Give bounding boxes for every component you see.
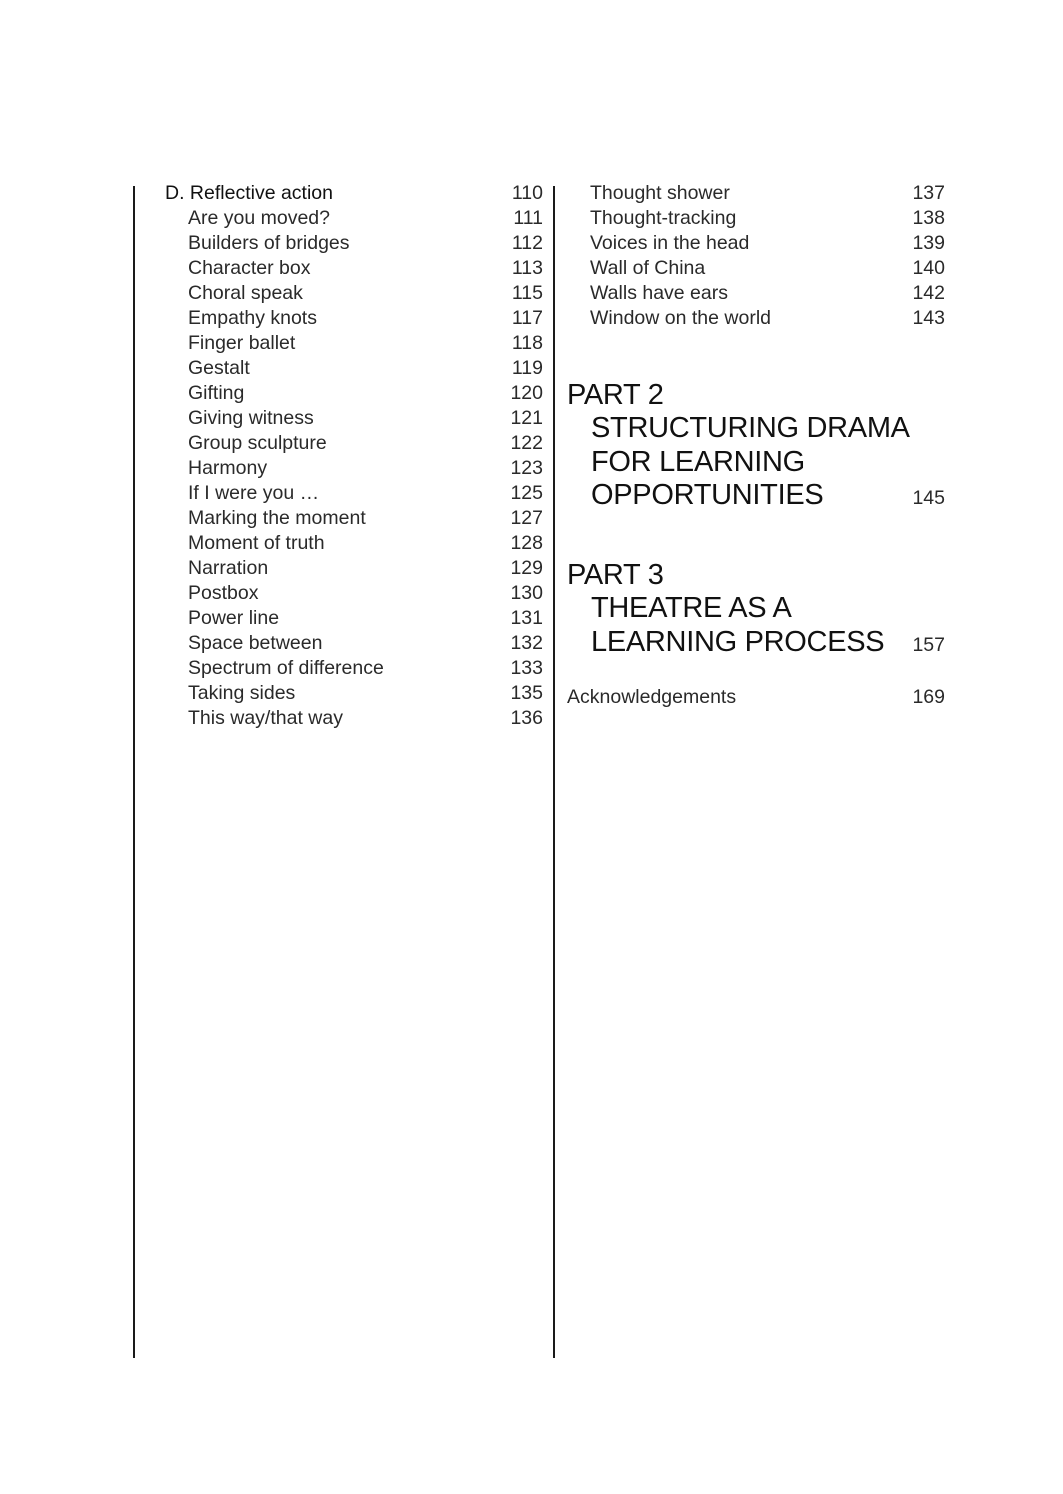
toc-entry[interactable] (165, 556, 543, 581)
part-2-page-number: 145 (912, 487, 945, 509)
part-2-title-line: OPPORTUNITIES (591, 479, 824, 511)
toc-entry[interactable] (567, 206, 945, 231)
entry-title: Gifting (188, 382, 245, 404)
left-margin-rule (133, 186, 135, 1358)
entry-title: Thought shower (590, 182, 730, 204)
part-3-title-line: THEATRE AS A (591, 592, 792, 624)
entry-title: This way/that way (188, 707, 343, 729)
toc-entry[interactable] (165, 431, 543, 456)
part-3-page-number: 157 (912, 633, 945, 656)
entry-page-number: 132 (510, 632, 543, 654)
entry-page-number: 139 (912, 232, 945, 254)
entry-title: Voices in the head (590, 232, 750, 254)
acknowledgements-title: Acknowledgements (567, 686, 737, 708)
toc-entry[interactable] (165, 406, 543, 431)
toc-entry[interactable] (165, 631, 543, 656)
entry-page-number: 117 (511, 307, 543, 329)
part-3-title-line: LEARNING PROCESS (591, 625, 885, 658)
entry-page-number: 122 (510, 432, 543, 454)
toc-entry[interactable] (165, 656, 543, 681)
entry-page-number: 113 (511, 257, 543, 279)
entry-page-number: 128 (510, 532, 543, 554)
entry-page-number: 120 (510, 382, 543, 404)
toc-entry[interactable] (165, 356, 543, 381)
entry-title: If I were you … (188, 482, 320, 504)
toc-entry[interactable] (165, 381, 543, 406)
entry-title: Window on the world (590, 307, 772, 329)
entry-title: Taking sides (188, 682, 296, 704)
toc-entry[interactable] (165, 506, 543, 531)
entry-page-number: 127 (510, 507, 543, 529)
toc-entry[interactable] (165, 581, 543, 606)
toc-entry[interactable] (567, 281, 945, 306)
entry-title: Wall of China (590, 257, 706, 279)
entry-title: Marking the moment (188, 507, 366, 529)
part-2-title-last-line (567, 479, 945, 516)
part-3-title-last-line (567, 626, 945, 663)
entry-page-number: 119 (511, 357, 543, 379)
entry-title: Character box (188, 257, 311, 279)
toc-entry[interactable] (165, 306, 543, 331)
entry-page-number: 130 (510, 582, 543, 604)
toc-section-heading[interactable] (165, 181, 543, 206)
acknowledgements-page-number: 169 (912, 686, 945, 708)
section-title: D. Reflective action (165, 182, 333, 204)
toc-entry[interactable] (567, 306, 945, 331)
entry-page-number: 142 (912, 282, 945, 304)
entry-page-number: 140 (912, 257, 945, 279)
toc-entry[interactable] (165, 281, 543, 306)
entry-page-number: 123 (510, 457, 543, 479)
entry-title: Moment of truth (188, 532, 325, 554)
part-2-title-line: STRUCTURING DRAMA (591, 412, 910, 444)
entry-page-number: 136 (510, 707, 543, 729)
entry-page-number: 125 (510, 482, 543, 504)
toc-entry[interactable] (567, 256, 945, 281)
toc-entry[interactable] (165, 481, 543, 506)
entry-title: Narration (188, 557, 269, 579)
toc-entry[interactable] (165, 256, 543, 281)
entry-page-number: 118 (511, 332, 543, 354)
toc-entry[interactable] (165, 681, 543, 706)
entry-page-number: 133 (510, 657, 543, 679)
toc-entry[interactable] (567, 231, 945, 256)
toc-entry[interactable] (165, 606, 543, 631)
toc-entry[interactable] (165, 331, 543, 356)
toc-right-column (567, 181, 945, 331)
entry-page-number: 111 (513, 207, 543, 229)
acknowledgements-entry[interactable] (567, 685, 945, 710)
entry-page-number: 138 (912, 207, 945, 229)
column-divider-rule (553, 186, 555, 1358)
part-2-label: PART 2 (567, 379, 664, 411)
entry-page-number: 143 (912, 307, 945, 329)
entry-title: Walls have ears (590, 282, 728, 304)
entry-page-number: 135 (510, 682, 543, 704)
toc-entry[interactable] (165, 531, 543, 556)
entry-title: Thought-tracking (590, 207, 737, 229)
entry-page-number: 129 (510, 557, 543, 579)
entry-title: Giving witness (188, 407, 314, 429)
toc-entry[interactable] (567, 181, 945, 206)
toc-entry[interactable] (165, 456, 543, 481)
toc-entry[interactable] (165, 231, 543, 256)
entry-title: Harmony (188, 457, 268, 479)
entry-page-number: 131 (510, 607, 543, 629)
entry-title: Empathy knots (188, 307, 317, 329)
section-page-number: 110 (511, 182, 543, 204)
entry-title: Space between (188, 632, 323, 654)
entry-title: Power line (188, 607, 280, 629)
entry-title: Postbox (188, 582, 259, 604)
entry-title: Choral speak (188, 282, 303, 304)
toc-entry[interactable] (165, 706, 543, 731)
part-3-label: PART 3 (567, 559, 664, 591)
entry-page-number: 121 (510, 407, 543, 429)
part-2-title-line: FOR LEARNING (591, 445, 805, 478)
part-3-heading[interactable] (567, 559, 945, 662)
toc-entry[interactable] (165, 206, 543, 231)
entry-title: Builders of bridges (188, 232, 350, 254)
entry-title: Group sculpture (188, 432, 327, 454)
entry-title: Gestalt (188, 357, 250, 379)
entry-title: Are you moved? (188, 207, 330, 229)
entry-page-number: 115 (511, 282, 543, 304)
toc-left-column (165, 181, 543, 731)
entry-page-number: 112 (511, 232, 543, 254)
entry-page-number: 137 (912, 182, 945, 204)
entry-title: Spectrum of difference (188, 657, 384, 679)
entry-title: Finger ballet (188, 332, 296, 354)
part-2-heading[interactable] (567, 379, 945, 516)
